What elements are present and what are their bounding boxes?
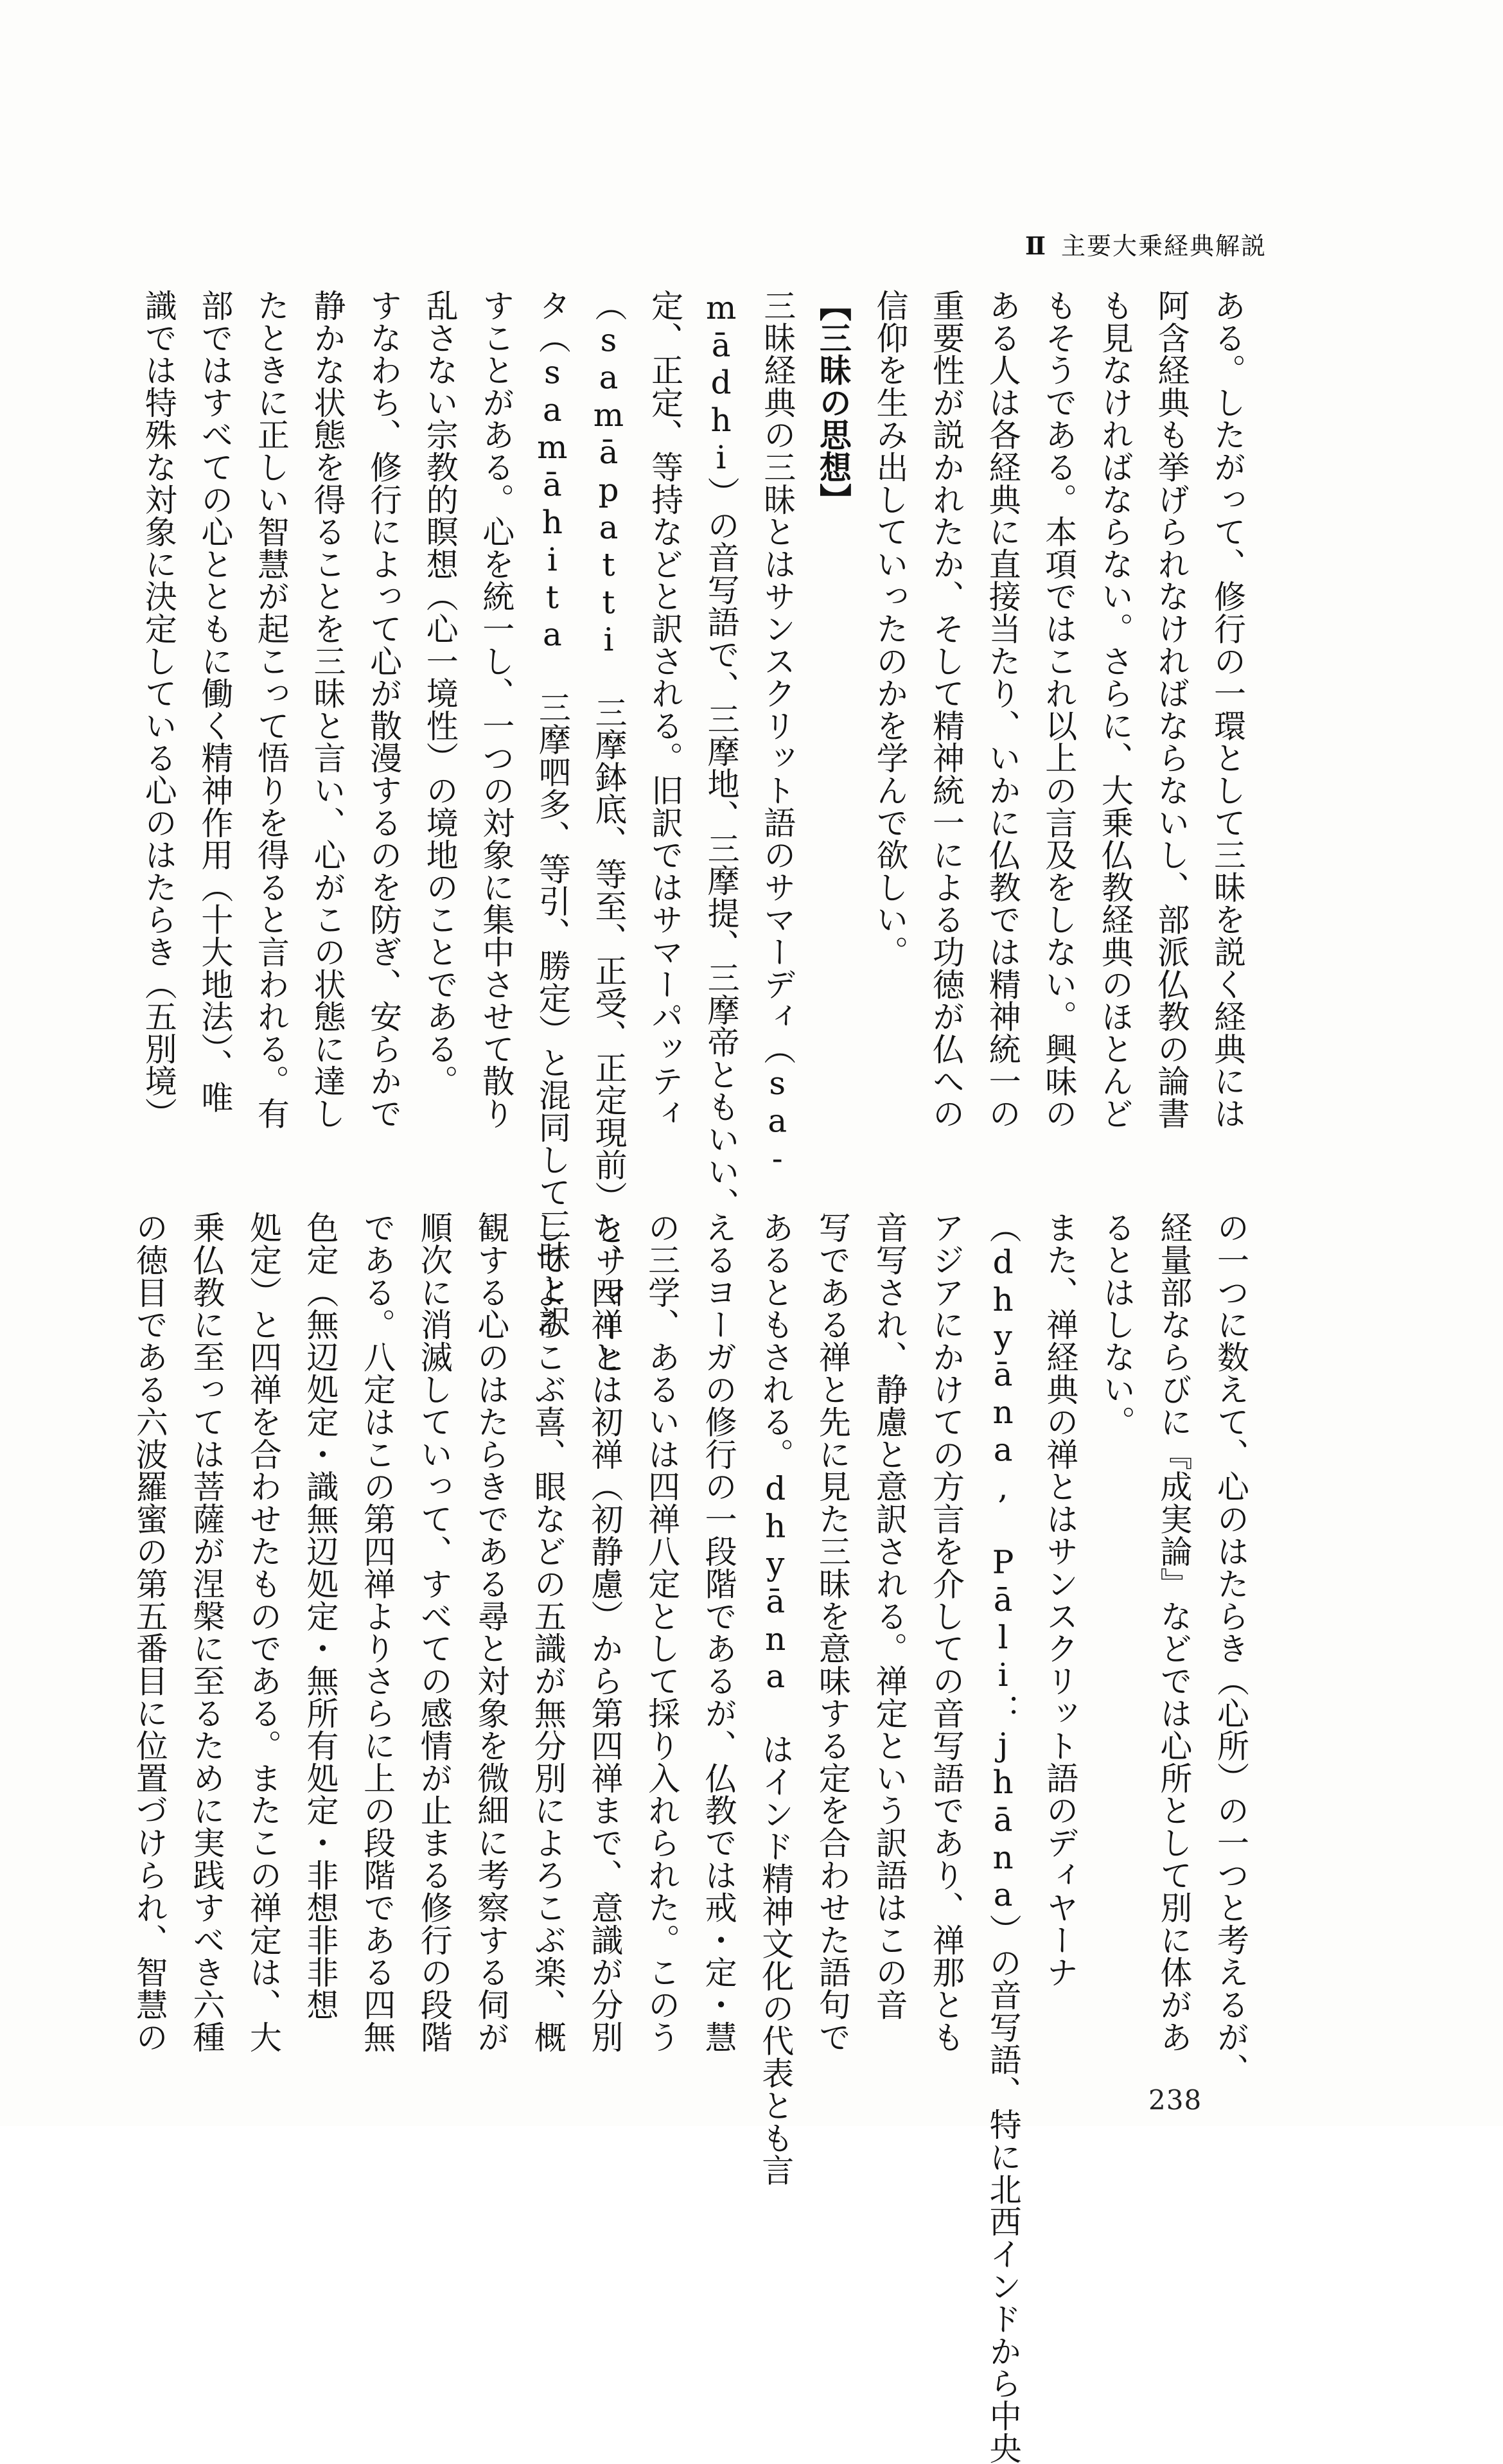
text-line: 重要性が説かれたか、そして精神統一による功徳が仏への xyxy=(927,289,965,1130)
text-line: ある。したがって、修行の一環として三昧を説く経典には xyxy=(1209,289,1246,1130)
text-line: えるヨーガの修行の一段階であるが、仏教では戒・定・慧 xyxy=(699,1211,737,2053)
text-line: もそうである。本項ではこれ以上の言及をしない。興味の xyxy=(1040,289,1078,1130)
text-line: たときに正しい智慧が起こって悟りを得ると言われる。有 xyxy=(252,289,290,1130)
section-title: 主要大乗経典解説 xyxy=(1061,232,1267,260)
text-line: （dhyāna, Pāli：jhāna）の音写語、特に北西インドから中央 xyxy=(984,1211,1022,2464)
text-line: も見なければならない。さらに、大乗仏教経典のほとんど xyxy=(1096,289,1134,1130)
text-line: である。八定はこの第四禅よりさらに上の段階である四無 xyxy=(358,1211,396,2053)
text-line: 処定）と四禅を合わせたものである。またこの禅定は、大 xyxy=(244,1211,282,2053)
text-line: 部ではすべての心とともに働く精神作用（十大地法）、唯 xyxy=(196,289,234,1113)
text-line: 観する心のはたらきである尋と対象を微細に考察する伺が xyxy=(472,1211,510,2053)
text-line: （samāpatti 三摩鉢底、等至、正受、正定現前）とサマーヒ xyxy=(590,289,628,1375)
text-line: 順次に消滅していって、すべての感情が止まる修行の段階 xyxy=(415,1211,453,2053)
text-line: ある人は各経典に直接当たり、いかに仏教では精神統一の xyxy=(983,289,1021,1130)
text-line: 音写され、静慮と意訳される。禅定という訳語はこの音 xyxy=(870,1211,908,2021)
page-number: 238 xyxy=(1148,2084,1202,2116)
text-line: mādhi）の音写語で、三摩地、三摩提、三摩帝ともいい、 xyxy=(702,289,740,1220)
text-line: 写である禅と先に見た三昧を意味する定を合わせた語句で xyxy=(813,1211,851,2053)
text-line: 経量部ならびに『成実論』などでは心所として別に体があ xyxy=(1155,1211,1193,2053)
section-number: Ⅱ xyxy=(1025,231,1048,260)
text-line: すなわち、修行によって心が散漫するのを防ぎ、安らかで xyxy=(365,289,403,1130)
section-heading: 【三昧の思想】 xyxy=(814,289,852,516)
text-line: アジアにかけての方言を介しての音写語であり、禅那とも xyxy=(927,1211,965,2053)
text-line: 色定（無辺処定・識無辺処定・無所有処定・非想非非想 xyxy=(301,1211,339,2021)
text-line: 静かな状態を得ることを三昧と言い、心がこの状態に達し xyxy=(308,289,346,1130)
text-line: してよろこぶ喜、眼などの五識が無分別によろこぶ楽、概 xyxy=(529,1211,567,2053)
text-line: 定、正定、等持などと訳される。旧訳ではサマーパッティ xyxy=(646,289,684,1130)
text-line: すことがある。心を統一し、一つの対象に集中させて散り xyxy=(477,289,515,1130)
text-line: 阿含経典も挙げられなければならないし、部派仏教の論書 xyxy=(1152,289,1190,1130)
text-line: また、禅経典の禅とはサンスクリット語のディヤーナ xyxy=(1041,1211,1079,1989)
text-line: るとはしない。 xyxy=(1098,1211,1136,1438)
text-line: の一つに数えて、心のはたらき（心所）の一つと考えるが、 xyxy=(1212,1211,1249,2086)
running-header xyxy=(1025,226,1267,261)
text-line: 三昧経典の三昧とはサンスクリット語のサマーディ（sa- xyxy=(759,289,796,1178)
text-line: 乱さない宗教的瞑想（心一境性）の境地のことである。 xyxy=(421,289,459,1097)
text-line: の三学、あるいは四禅八定として採り入れられた。このう xyxy=(643,1211,681,2053)
text-line: 乗仏教に至っては菩薩が涅槃に至るために実践すべき六種 xyxy=(188,1211,225,2053)
text-line: あるともされる。dhyāna はインド精神文化の代表とも言 xyxy=(757,1211,795,2186)
text-line: 識では特殊な対象に決定している心のはたらき（五別境） xyxy=(139,289,177,1130)
text-line: ち、四禅とは初禅（初静慮）から第四禅まで、意識が分別 xyxy=(586,1211,624,2053)
text-line: の徳目である六波羅蜜の第五番目に位置づけられ、智慧の xyxy=(130,1211,168,2053)
text-line: 信仰を生み出していったのかを学んで欲しい。 xyxy=(871,289,909,968)
text-line: タ（samāhita 三摩呬多、等引、勝定）と混同して三昧と訳 xyxy=(533,289,571,1338)
